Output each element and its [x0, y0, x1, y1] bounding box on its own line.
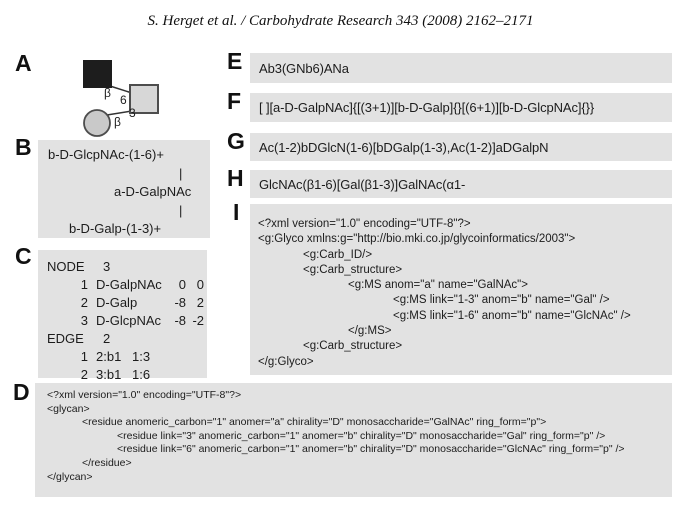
iupac2d-connector: | — [179, 165, 183, 181]
xml-line: </residue> — [47, 456, 132, 469]
iupac2d-line: a-D-GalpNAc — [114, 184, 192, 200]
beta-top-label: β — [104, 86, 111, 100]
panel-h-label: H — [227, 165, 244, 191]
panel-c-box — [38, 250, 207, 382]
xml-line: </glycan> — [47, 470, 93, 483]
edge-row — [38, 348, 207, 366]
xml-line: <g:MS anom="a" name="GalNAc"> — [258, 279, 528, 292]
node-count: 3 — [103, 259, 111, 274]
xml-line: <residue anomeric_carbon="1" anomer="a" chirality="D" monosaccharide="GalNAc" ring_form="p"> — [47, 416, 547, 429]
xml-line: <residue link="3" anomeric_carbon="1" anomer="b" chirality="D" monosaccharide="Gal" ring_form="p" /> — [47, 429, 606, 442]
gal-gray-circle-icon — [84, 110, 110, 136]
node-y: -2 — [192, 313, 204, 328]
node-y: 0 — [196, 277, 204, 292]
edge-row — [38, 366, 207, 384]
panel-a-label: A — [15, 50, 32, 76]
iupac-condensed-text: GlcNAc(β1-6)[Gal(β1-3)]GalNAc(α1- — [259, 176, 466, 192]
node-num: 2 — [80, 295, 88, 310]
node-name: D-Galp — [96, 295, 138, 310]
panel-d-label: D — [13, 379, 30, 405]
panel-f-box — [250, 93, 672, 122]
glycan-symbol-diagram — [60, 55, 180, 145]
panel-e-label: E — [227, 48, 243, 74]
edge-num: 1 — [80, 349, 88, 364]
panel-h-box — [250, 170, 672, 198]
iupac2d-connector: | — [179, 202, 183, 218]
panel-i-label: I — [233, 199, 240, 225]
node-row — [38, 276, 207, 294]
bcsdb-text: Ac(1-2)bDGlcN(1-6)[bDGalp(1-3),Ac(1-2)]aDGalpN — [259, 139, 549, 155]
panel-g-label: G — [227, 128, 245, 154]
panel-i-box — [250, 204, 672, 375]
node-header-row — [38, 258, 207, 276]
edge-count: 2 — [103, 331, 111, 346]
edge-header-row — [38, 330, 207, 348]
edge-keyword: EDGE — [47, 331, 84, 346]
node-y: 2 — [196, 295, 204, 310]
xml-line: <g:Glyco xmlns:g="http://bio.mki.co.jp/glycoinformatics/2003"> — [258, 233, 576, 246]
node-name: D-GalpNAc — [96, 277, 162, 292]
xml-line: <g:Carb_structure> — [258, 263, 403, 276]
panel-b-label: B — [15, 134, 32, 160]
xml-line: <?xml version="1.0" encoding="UTF-8"?> — [47, 389, 242, 401]
node-num: 1 — [80, 277, 88, 292]
panel-b-box — [38, 140, 210, 238]
iupac2d-line: b-D-GlcpNAc-(1-6)+ — [48, 147, 164, 162]
linkage-line-b6 — [110, 86, 132, 93]
xml-line: <glycan> — [47, 402, 90, 415]
node-x: 0 — [178, 277, 186, 292]
xml-line: <residue link="6" anomeric_carbon="1" anomer="b" chirality="D" monosaccharide="GlcNAc" ring_form="p" /> — [47, 443, 625, 456]
edge-parent: 1:3 — [132, 349, 151, 364]
xml-line: <g:MS link="1-3" anom="b" name="Gal" /> — [258, 294, 610, 307]
panel-d-box — [35, 383, 672, 497]
node-keyword: NODE — [47, 259, 85, 274]
edge-num: 2 — [80, 367, 88, 382]
panel-g-box — [250, 133, 672, 161]
linucs-text: [ ][a-D-GalpNAc]{[(3+1)][b-D-Galp]{}[(6+1)][b-D-GlcpNAc]{}} — [259, 100, 595, 115]
linkage-3-label: 3 — [129, 106, 136, 120]
edge-child: 3:b1 — [96, 367, 122, 382]
node-row — [38, 312, 207, 330]
xml-line: <g:Carb_ID/> — [258, 248, 373, 261]
panel-c-label: C — [15, 243, 32, 269]
citation-header: S. Herget et al. / Carbohydrate Research 343 (2008) 2162–2171 — [147, 13, 534, 29]
edge-parent: 1:6 — [132, 367, 151, 382]
linkage-6-label: 6 — [120, 93, 127, 107]
xml-line: <g:MS link="1-6" anom="b" name="GlcNAc" /> — [258, 309, 631, 322]
beta-bottom-label: β — [114, 115, 121, 129]
node-row — [38, 294, 207, 312]
xml-line: <g:Carb_structure> — [258, 340, 403, 353]
node-x: -8 — [174, 313, 186, 328]
iupac2d-line: b-D-Galp-(1-3)+ — [69, 221, 162, 237]
panel-f-label: F — [227, 88, 242, 114]
xml-line: </g:Glyco> — [258, 355, 314, 368]
node-num: 3 — [80, 313, 88, 328]
edge-child: 2:b1 — [96, 349, 122, 364]
glcnac-black-square-icon — [83, 60, 112, 88]
node-x: -8 — [174, 295, 186, 310]
node-name: D-GlcpNAc — [96, 313, 162, 328]
linearcode-text: Ab3(GNb6)ANa — [259, 60, 349, 76]
panel-e-box — [250, 53, 672, 83]
xml-line: <?xml version="1.0" encoding="UTF-8"?> — [258, 218, 471, 230]
xml-line: </g:MS> — [258, 325, 392, 338]
